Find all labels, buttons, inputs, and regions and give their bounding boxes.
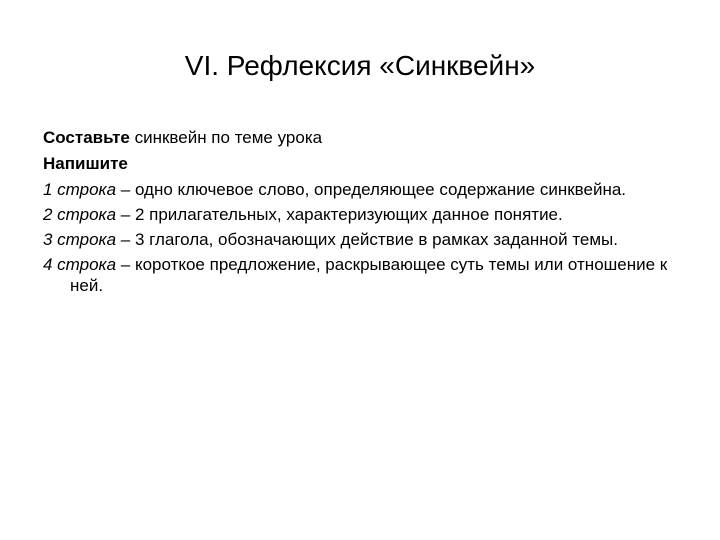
item-label: 3 строка bbox=[43, 230, 117, 249]
list-item bbox=[43, 254, 683, 296]
item-text: – одно ключевое слово, определяющее содержание синквейна. bbox=[116, 180, 627, 199]
list-item bbox=[43, 179, 683, 200]
slide-content bbox=[43, 127, 683, 300]
item-label: 1 строка bbox=[43, 180, 117, 199]
item-text: – 2 прилагательных, характеризующих данное понятие. bbox=[116, 205, 563, 224]
item-text: – 3 глагола, обозначающих действие в рамках заданной темы. bbox=[116, 230, 618, 249]
write-label: Напишите bbox=[43, 154, 128, 173]
list-item bbox=[43, 229, 683, 250]
item-label: 2 строка bbox=[43, 205, 117, 224]
slide-title: VI. Рефлексия «Синквейн» bbox=[184, 50, 536, 81]
compose-text: синквейн по теме урока bbox=[129, 128, 323, 147]
item-text: – короткое предложение, раскрывающее суть темы или отношение к ней. bbox=[70, 255, 668, 295]
item-label: 4 строка bbox=[43, 255, 117, 274]
write-line bbox=[43, 153, 683, 174]
list-item bbox=[43, 204, 683, 225]
compose-line bbox=[43, 127, 683, 148]
compose-label: Составьте bbox=[43, 128, 130, 147]
